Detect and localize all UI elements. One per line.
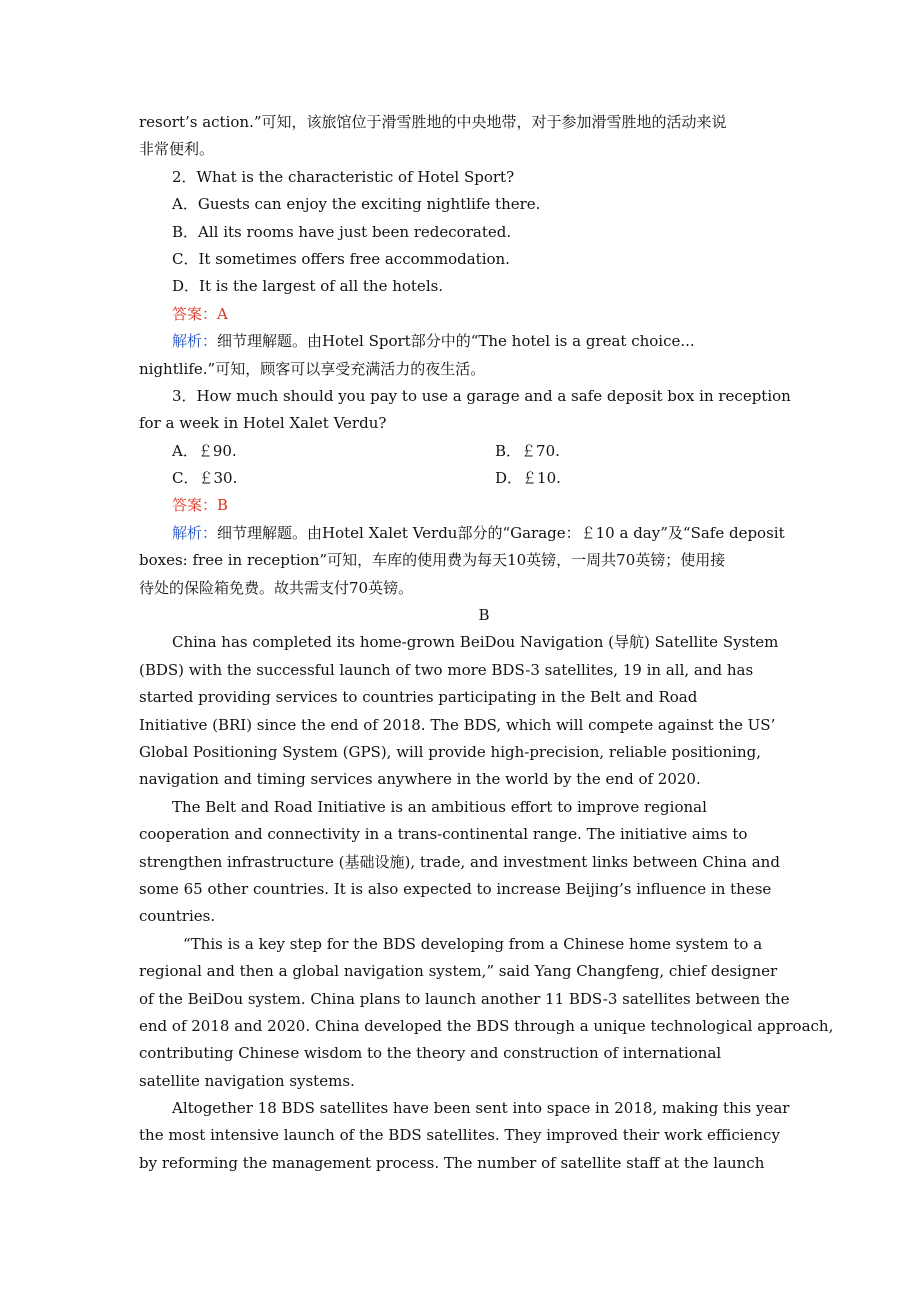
q2-option-d: D．It is the largest of all the hotels.	[172, 277, 444, 296]
document-content	[139, 109, 834, 1177]
passage-line: cooperation and connectivity in a trans-continental range. The initiative aims to	[139, 825, 748, 844]
passage-line: The Belt and Road Initiative is an ambitious effort to improve regional	[172, 797, 707, 816]
section-b-heading: B	[478, 606, 490, 625]
q2-analysis	[139, 328, 829, 355]
passage-line: satellite navigation systems.	[139, 1071, 355, 1090]
passage-line: started providing services to countries participating in the Belt and Road	[139, 688, 698, 707]
passage-line: Initiative (BRI) since the end of 2018. The BDS, which will compete against the US’	[139, 715, 776, 734]
passage-line: by reforming the management process. The number of satellite staff at the launch	[139, 1153, 765, 1172]
passage-line: Global Positioning System (GPS), will provide high-precision, reliable positioning,	[139, 742, 761, 761]
q2-option-c: C．It sometimes offers free accommodation.	[172, 249, 510, 268]
passage-line: contributing Chinese wisdom to the theory and construction of international	[139, 1044, 722, 1063]
q2-option-a: A．Guests can enjoy the exciting nightlife there.	[172, 195, 541, 214]
q3-options-row2	[139, 465, 829, 492]
q1-analysis-tail-line1: resort’s action.”可知，该旅馆位于滑雪胜地的中央地带，对于参加滑雪胜地的活动来说	[139, 113, 727, 131]
passage-line: “This is a key step for the BDS developing from a Chinese home system to a	[183, 934, 763, 953]
q3-analysis-label: 解析：	[172, 523, 218, 542]
q1-analysis-tail-line2: 非常便利。	[139, 140, 215, 159]
passage-line: countries.	[139, 907, 216, 926]
q3-option-a: A．￡90.	[172, 441, 237, 460]
q3-answer: 答案：B	[172, 496, 229, 515]
passage-line: Altogether 18 BDS satellites have been sent into space in 2018, making this year	[172, 1099, 790, 1118]
q3-analysis-line2: boxes: free in reception”可知，车库的使用费为每天10英镑，一周共70英镑；使用接	[139, 551, 726, 570]
q3-option-b: B．￡70.	[495, 441, 560, 460]
passage-line: regional and then a global navigation system,” said Yang Changfeng, chief designer	[139, 962, 778, 981]
q3-analysis-text: 细节理解题。由Hotel Xalet Verdu部分的“Garage：￡10 a day”及“Safe deposit	[217, 523, 785, 542]
passage-line: navigation and timing services anywhere in the world by the end of 2020.	[139, 770, 701, 789]
passage-line: the most intensive launch of the BDS satellites. They improved their work efficiency	[139, 1126, 780, 1145]
q2-option-b: B．All its rooms have just been redecorated.	[172, 222, 512, 241]
q3-stem-line1: 3．How much should you pay to use a garage and a safe deposit box in reception	[172, 386, 791, 405]
passage-line: end of 2018 and 2020. China developed the BDS through a unique technological approach,	[139, 1016, 834, 1035]
q2-answer: 答案：A	[172, 304, 228, 323]
passage-line: (BDS) with the successful launch of two more BDS-3 satellites, 19 in all, and has	[139, 660, 754, 679]
q2-analysis-line2: nightlife.”可知，顾客可以享受充满活力的夜生活。	[139, 359, 486, 378]
q2-stem: 2．What is the characteristic of Hotel Sport?	[172, 167, 515, 186]
passage-line: China has completed its home-grown BeiDou Navigation (导航) Satellite System	[172, 633, 779, 652]
passage-line: some 65 other countries. It is also expected to increase Beijing’s influence in these	[139, 879, 772, 898]
q2-analysis-label: 解析：	[172, 332, 218, 351]
passage-line: of the BeiDou system. China plans to launch another 11 BDS-3 satellites between the	[139, 989, 790, 1008]
q3-analysis-line3: 待处的保险箱免费。故共需支付70英镑。	[139, 578, 414, 597]
q3-options-row1	[139, 438, 829, 465]
q2-analysis-text: 细节理解题。由Hotel Sport部分中的“The hotel is a great choice...	[217, 332, 695, 351]
q3-option-c: C．￡30.	[172, 469, 238, 488]
q3-analysis	[139, 520, 829, 547]
q3-stem-line2: for a week in Hotel Xalet Verdu?	[139, 414, 387, 433]
q3-option-d: D．￡10.	[495, 469, 561, 488]
passage-line: strengthen infrastructure (基础设施), trade, and investment links between China and	[139, 852, 780, 871]
